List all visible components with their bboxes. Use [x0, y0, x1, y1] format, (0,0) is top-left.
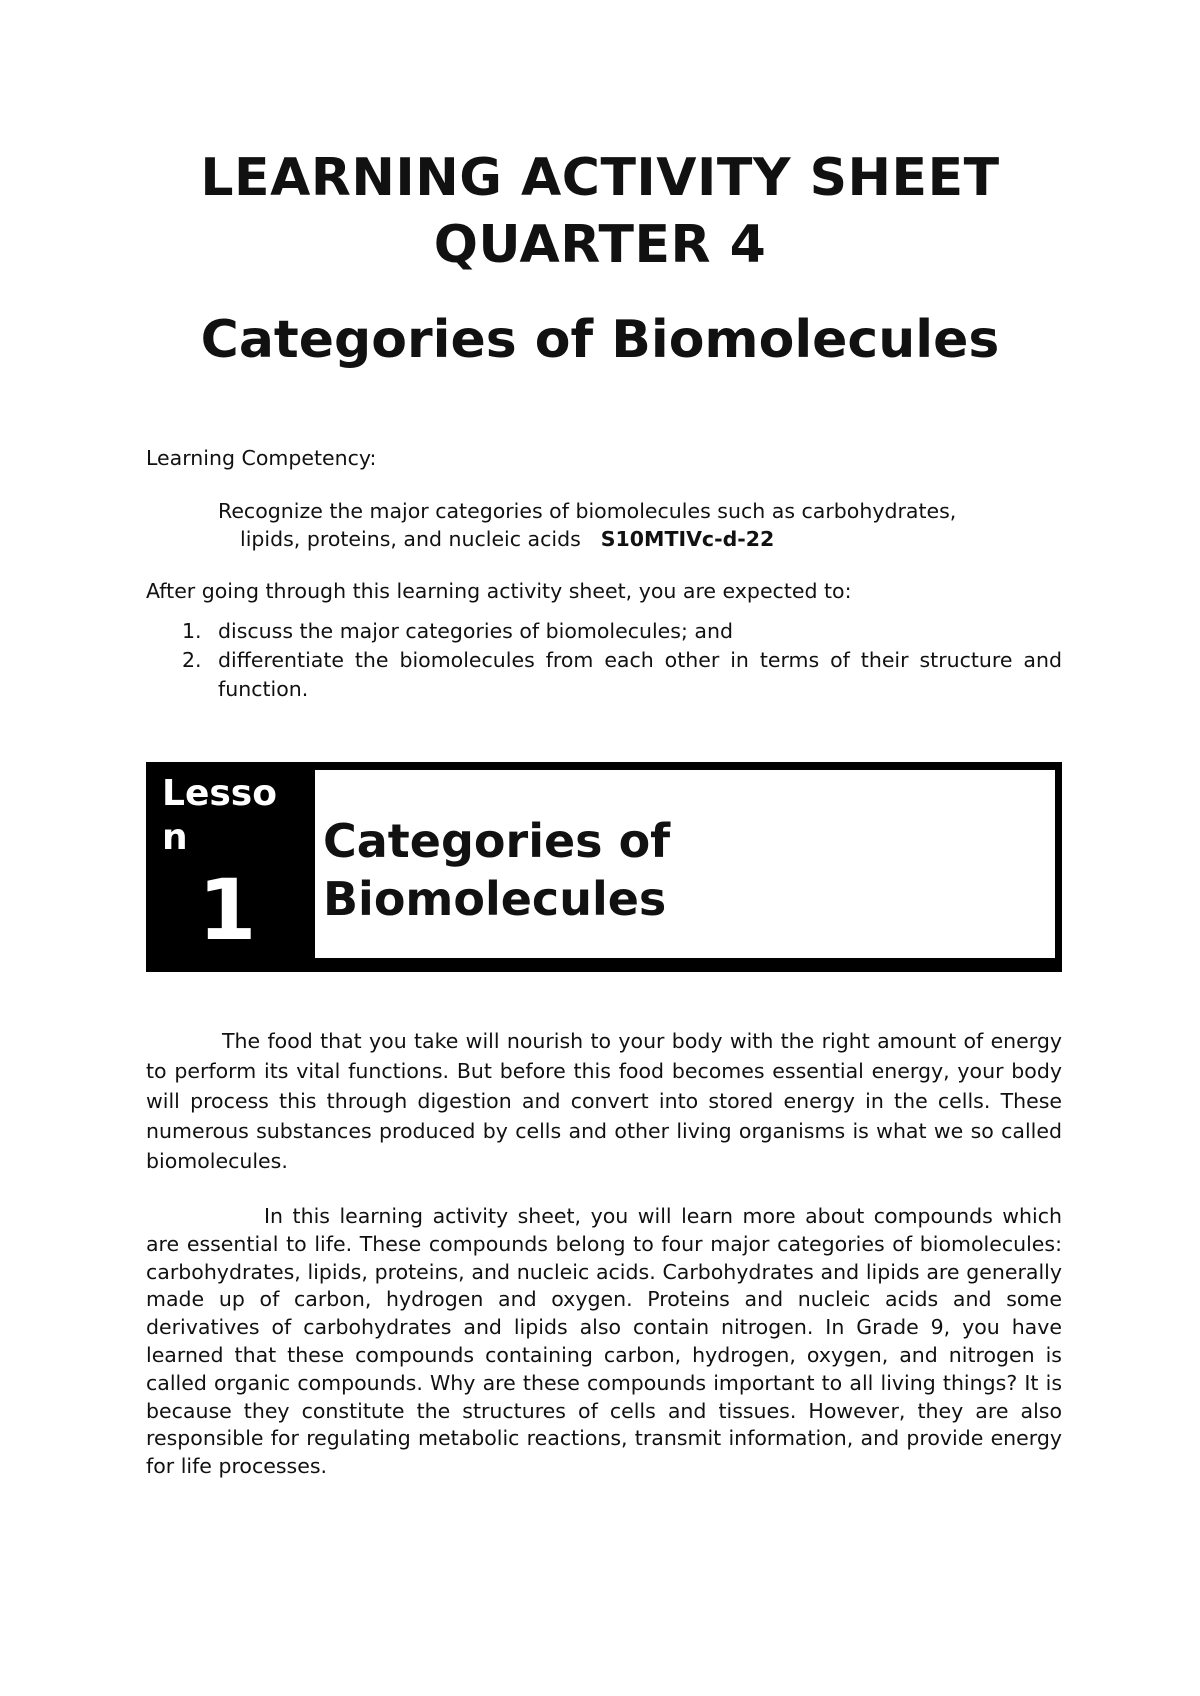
objective-number: 2.: [182, 648, 202, 672]
body-paragraph-1: The food that you take will nourish to your body with the right amount of energy to perform its vital functions. But before this food becomes essential energy, your body will process this through digestion and convert into stored energy in the cells. These numerous substances produced by cells and other living organisms is what we so called biomolecules.: [146, 1029, 1062, 1173]
lesson-banner: [146, 762, 1062, 972]
objectives-list: [146, 617, 1062, 704]
document-title-line-1: LEARNING ACTIVITY SHEET: [200, 148, 1000, 208]
competency-line-1: Recognize the major categories of biomolecules such as carbohydrates,: [218, 499, 957, 523]
competency-statement: [218, 497, 1078, 553]
objective-item: [146, 617, 1062, 646]
document-title-line-2: QUARTER 4: [433, 215, 767, 275]
objective-text: differentiate the biomolecules from each other in terms of their structure and function.: [218, 648, 1062, 701]
lesson-title-panel: [310, 770, 1055, 958]
competency-line-2-text: lipids, proteins, and nucleic acids: [240, 527, 581, 551]
expectations-intro: After going through this learning activity sheet, you are expected to:: [146, 579, 852, 603]
lesson-number: 1: [198, 861, 257, 959]
objective-number: 1.: [182, 619, 202, 643]
lesson-title-line-2: Biomolecules: [323, 872, 667, 926]
competency-line-2: [218, 525, 1078, 553]
lesson-label: Lesson: [162, 773, 277, 858]
lesson-title-line-1: Categories of: [323, 814, 671, 868]
objective-item: [146, 646, 1062, 704]
competency-code: S10MTIVc-d-22: [600, 527, 775, 551]
lesson-title: [323, 812, 1023, 928]
competency-label: Learning Competency:: [146, 446, 377, 470]
body-paragraph-2: In this learning activity sheet, you will learn more about compounds which are essential to life. These compounds belong to four major categories of biomolecules: carbohydrates, lipids, proteins, and nucleic acids. Carbohydrates and lipids are generally made up of carbon, hydrogen and oxygen. Proteins and nucleic acids and some derivatives of carbohydrates and lipids also contain nitrogen. In Grade 9, you have learned that these compounds containing carbon, hydrogen, oxygen, and nitrogen is called organic compounds. Why are these compounds important to all living things? It is because they constitute the structures of cells and tissues. However, they are also responsible for regulating metabolic reactions, transmit information, and provide energy for life processes.: [146, 1204, 1062, 1479]
objective-text: discuss the major categories of biomolecules; and: [218, 619, 733, 643]
document-subtitle: Categories of Biomolecules: [200, 310, 1000, 370]
